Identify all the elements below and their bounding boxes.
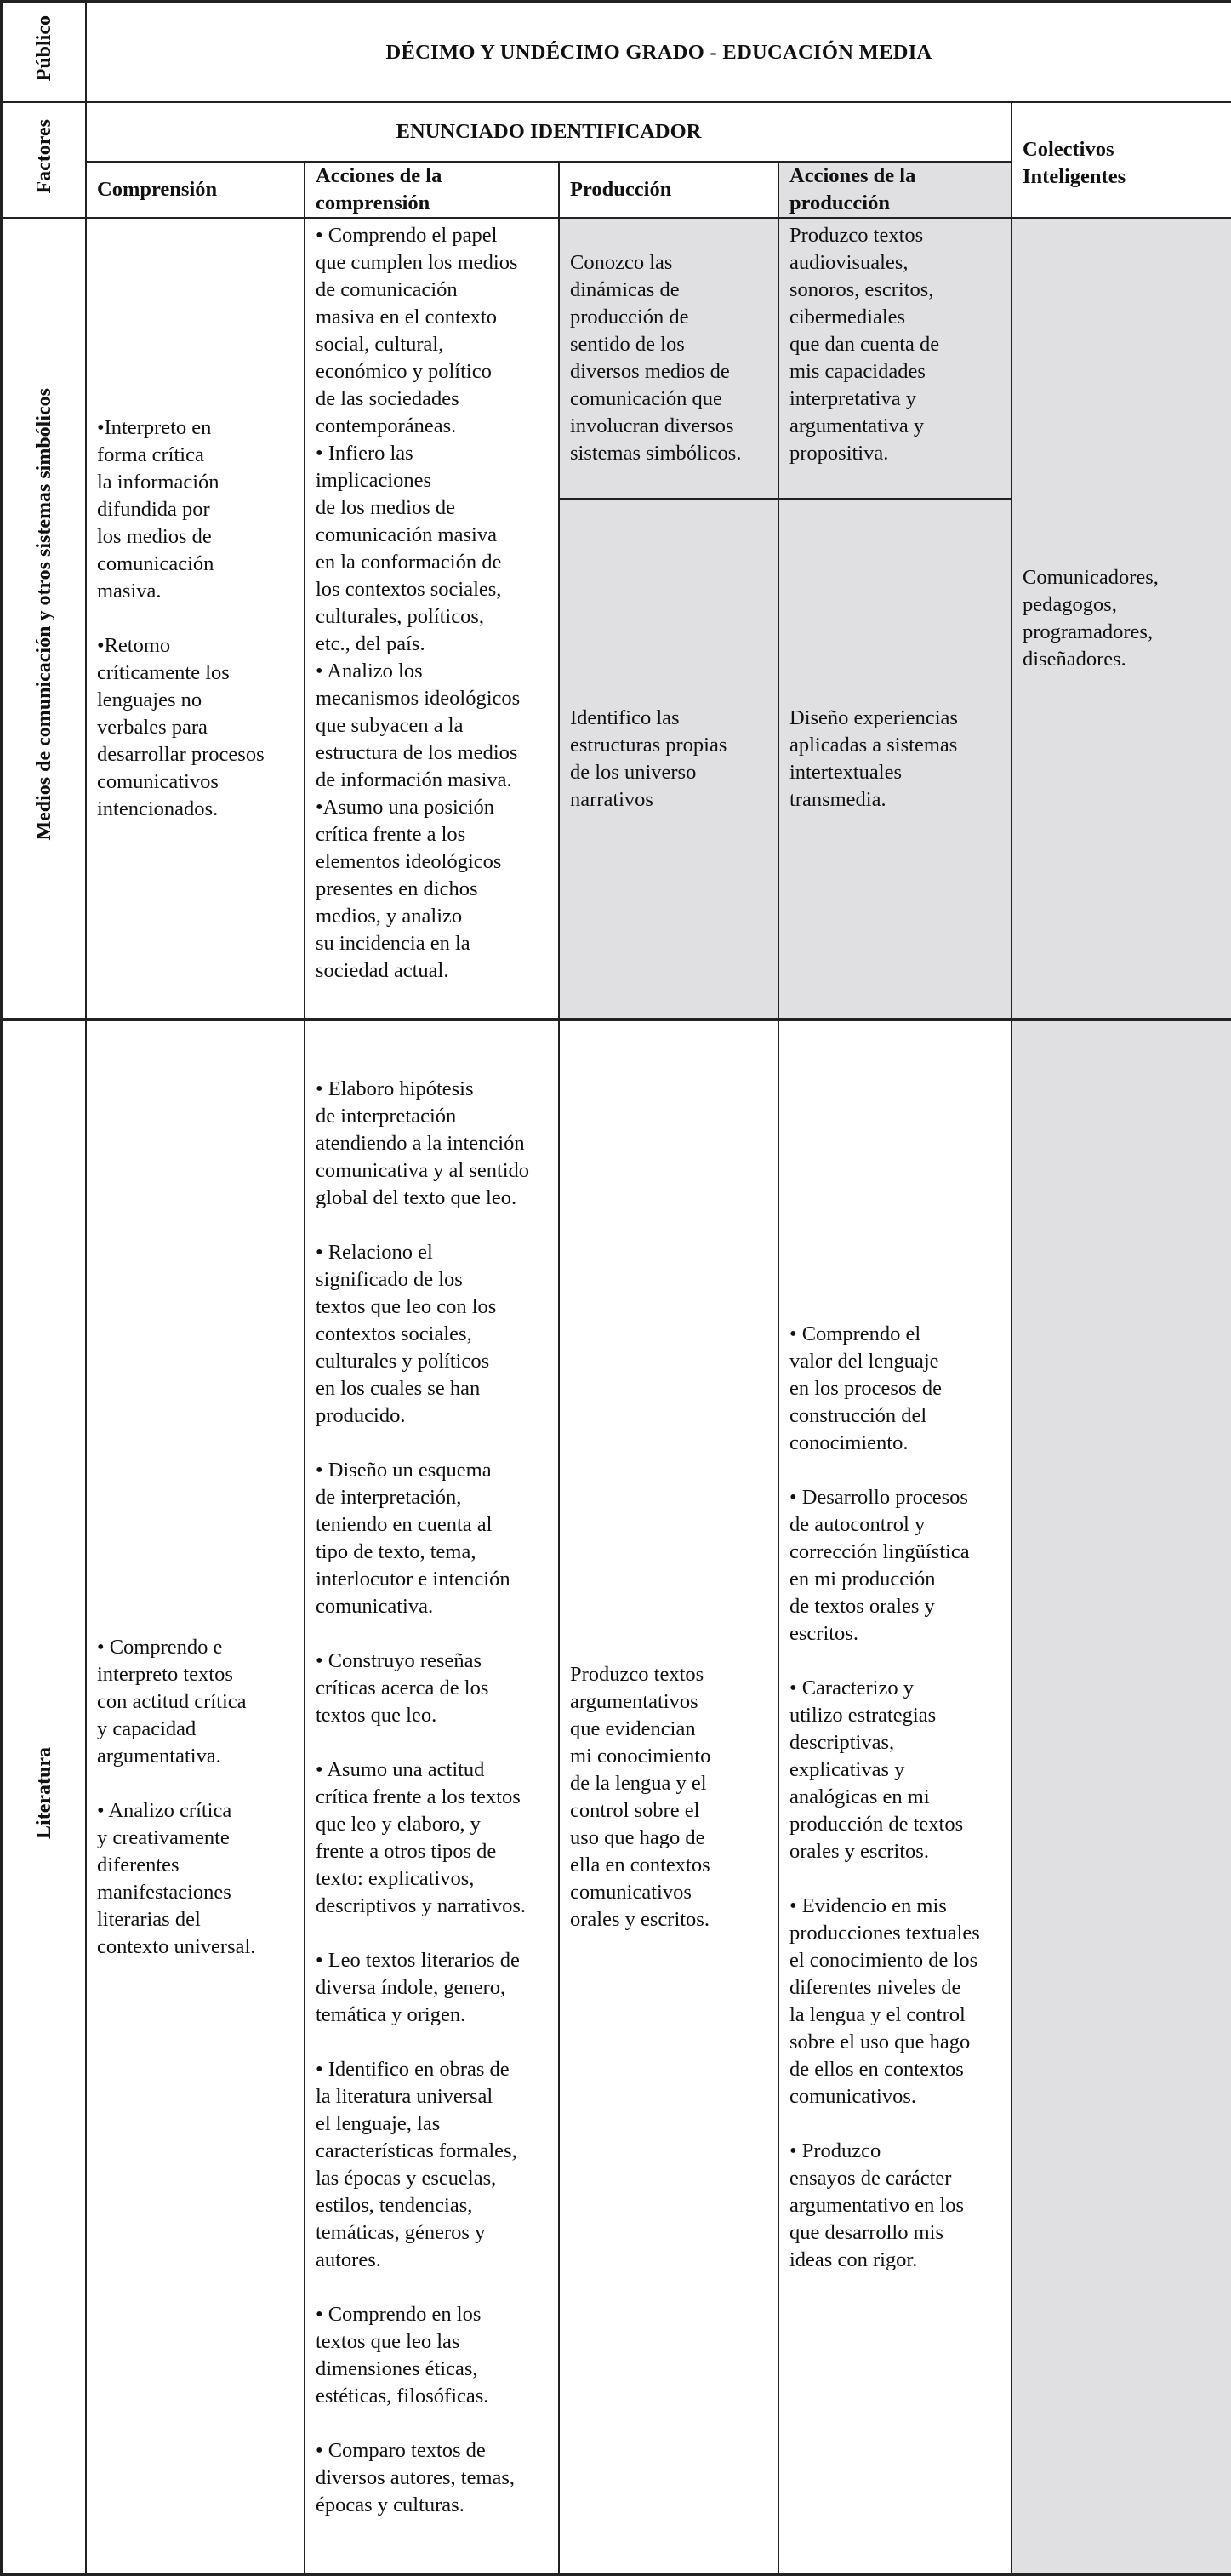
literatura-colectivos [1012, 1020, 1231, 2574]
text-line: ideas con rigor. [789, 2248, 918, 2271]
text-line: cibermediales [789, 306, 906, 328]
medios-produccion-1 [559, 218, 778, 499]
text-line: analógicas en mi [789, 1785, 930, 1808]
text-line: • Caracterizo y [789, 1676, 914, 1699]
text-line: el conocimiento de los [789, 1948, 978, 1972]
text-line: verbales para [97, 715, 208, 739]
text-line: comunicación masiva [316, 523, 497, 546]
text-line: • Comprendo en los [316, 2302, 482, 2326]
text-line: comunicativos. [789, 2084, 917, 2108]
text-line: argumentativa y [789, 414, 925, 437]
text-line: tipo de texto, tema, [316, 1539, 476, 1563]
text-line: orales y escritos. [570, 1907, 710, 1931]
text-line: intencionados. [97, 797, 219, 820]
text-line [316, 2410, 548, 2437]
text-line: el lenguaje, las [316, 2111, 441, 2135]
text-line: de ellos en contextos [789, 2057, 964, 2081]
text-line: texto: explicativos, [316, 1866, 475, 1890]
page-title: DÉCIMO Y UNDÉCIMO GRADO - EDUCACIÓN MEDIA [86, 2, 1231, 102]
text-line: producido. [316, 1403, 406, 1427]
text-line: culturales y políticos [316, 1349, 490, 1373]
text-line: • Infiero las [316, 442, 413, 465]
text-line: manifestaciones [97, 1880, 231, 1904]
text-line: textos que leo con los [316, 1294, 497, 1318]
text-line: • Relaciono el [316, 1240, 433, 1264]
text-line: atendiendo a la intención [316, 1131, 525, 1155]
text-line [316, 2029, 548, 2056]
text-line: comunicativa. [316, 1594, 434, 1618]
text-line [789, 1648, 1000, 1675]
text-line: económico y político [316, 360, 492, 383]
text-line: • Leo textos literarios de [316, 1948, 520, 1972]
text-line: valor del lenguaje [789, 1349, 939, 1373]
text-line: construcción del [789, 1403, 927, 1427]
text-line: estructuras propias [570, 733, 727, 757]
text-line: desarrollar procesos [97, 742, 265, 766]
medios-comprension [86, 218, 305, 1020]
medios-acciones-produccion-1 [778, 218, 1012, 499]
text-line: textos que leo las [316, 2329, 460, 2353]
text-line: significado de los [316, 1267, 463, 1291]
text-line: intertextuales [789, 760, 902, 784]
text-line: de los universo [570, 760, 697, 784]
text-line: • Asumo una actitud [316, 1757, 485, 1781]
factor-medios-label: Medios de comunicación y otros sistemas simbólicos [33, 388, 55, 841]
literatura-produccion [559, 1020, 778, 2574]
text-line: diferentes niveles de [789, 1975, 961, 1999]
text-line: frente a otros tipos de [316, 1839, 497, 1863]
text-line: culturales, políticos, [316, 605, 484, 628]
text-line: comunicativos [97, 769, 219, 793]
text-line: y creativamente [97, 1825, 230, 1849]
text-line: la literatura universal [316, 2084, 493, 2108]
text-line: •Interpreto en [97, 415, 212, 439]
header-line: Acciones de la [316, 164, 442, 187]
text-line: presentes en dichos [316, 877, 478, 900]
text-line: comunicación [97, 551, 214, 575]
text-line: la información [97, 470, 219, 494]
text-line [789, 1457, 1000, 1484]
text-line: interlocutor e intención [316, 1567, 510, 1591]
literatura-acciones-produccion [778, 1020, 1012, 2574]
text-line [316, 1920, 548, 1947]
text-line: literarias del [97, 1907, 201, 1931]
text-line: comunicación que [570, 387, 722, 410]
text-line: producciones textuales [789, 1921, 980, 1945]
text-line: críticamente los [97, 660, 230, 684]
text-line: temática y origen. [316, 2002, 466, 2026]
text-line: contexto universal. [97, 1934, 256, 1958]
text-line: contextos sociales, [316, 1322, 472, 1345]
text-line: global del texto que leo. [316, 1185, 517, 1209]
medios-colectivos [1012, 218, 1231, 1020]
text-line [316, 1729, 548, 1756]
text-line: que cumplen los medios [316, 251, 518, 274]
text-line: estilos, tendencias, [316, 2193, 473, 2217]
text-line: sistemas simbólicos. [570, 442, 742, 465]
text-line: críticas acerca de los [316, 1676, 489, 1699]
text-line: diseñadores. [1023, 647, 1126, 671]
enunciado-identificador: ENUNCIADO IDENTIFICADOR [86, 102, 1012, 162]
text-line: • Produzco [789, 2139, 881, 2162]
text-line [316, 2274, 548, 2301]
text-line: forma crítica [97, 443, 204, 466]
literatura-comprension [86, 1020, 305, 2574]
text-line: de interpretación, [316, 1485, 462, 1509]
text-line: argumentativo en los [789, 2193, 965, 2217]
text-line: producción de [570, 306, 689, 328]
text-line: • Comprendo el [789, 1322, 921, 1345]
text-line: argumentativa. [97, 1744, 221, 1768]
text-line: producción de textos [789, 1812, 964, 1836]
text-line: en la conformación de [316, 551, 502, 574]
text-line: programadores, [1023, 620, 1154, 643]
text-line: Conozco las [570, 251, 673, 274]
text-line: corrección lingüística [789, 1539, 970, 1563]
text-line: • Analizo los [316, 660, 423, 683]
text-line: autores. [316, 2248, 381, 2271]
text-line: descriptivas, [789, 1730, 895, 1754]
text-line: crítica frente a los textos [316, 1785, 521, 1808]
text-line: características formales, [316, 2139, 517, 2162]
text-line [789, 1865, 1000, 1893]
text-line: interpretativa y [789, 387, 916, 410]
text-line: épocas y culturas. [316, 2493, 464, 2516]
text-line: ella en contextos [570, 1853, 710, 1876]
text-line: los contextos sociales, [316, 578, 502, 601]
text-line: lenguajes no [97, 688, 202, 711]
text-line: sonoros, escritos, [789, 278, 934, 301]
text-line: • Comparo textos de [316, 2438, 486, 2462]
text-line: su incidencia en la [316, 932, 470, 955]
text-line: aplicadas a sistemas [789, 733, 958, 757]
text-line: • Diseño un esquema [316, 1458, 492, 1482]
text-line [316, 1212, 548, 1239]
text-line: diversos medios de [570, 360, 730, 383]
text-line: descriptivos y narrativos. [316, 1893, 526, 1917]
acciones-comprension-header [305, 162, 559, 218]
text-line: • Construyo reseñas [316, 1648, 482, 1672]
text-line: que evidencian [570, 1716, 696, 1740]
text-line: de comunicación [316, 278, 458, 301]
text-line: medios, y analizo [316, 905, 463, 928]
factor-literatura-cell [2, 1020, 86, 2574]
text-line: de información masiva. [316, 768, 512, 791]
text-line: explicativas y [789, 1757, 905, 1781]
text-line: masiva. [97, 579, 162, 603]
text-line: textos que leo. [316, 1703, 437, 1727]
text-line: estructura de los medios [316, 741, 518, 764]
text-line: estéticas, filosóficas. [316, 2384, 489, 2408]
text-line: los medios de [97, 524, 212, 548]
colectivos-header-line: Inteligentes [1023, 165, 1126, 188]
text-line: transmedia. [789, 787, 886, 811]
text-line: uso que hago de [570, 1825, 705, 1849]
text-line: que dan cuenta de [789, 333, 940, 356]
text-line: de la lengua y el [570, 1771, 707, 1795]
text-line: argumentativos [570, 1689, 698, 1713]
text-line: crítica frente a los [316, 823, 466, 846]
text-line: dinámicas de [570, 278, 680, 301]
text-line: diversos autores, temas, [316, 2465, 516, 2489]
text-line: masiva en el contexto [316, 306, 497, 328]
text-line: Produzco textos [789, 224, 924, 247]
text-line: propositiva. [789, 442, 889, 465]
text-line [789, 2110, 1000, 2138]
text-line: y capacidad [97, 1716, 197, 1740]
text-line: conocimiento. [789, 1431, 909, 1454]
text-line: que leo y elaboro, y [316, 1812, 481, 1836]
text-line: Produzco textos [570, 1662, 704, 1686]
colectivos-header-line: Colectivos [1023, 138, 1114, 161]
text-line: con actitud crítica [97, 1689, 247, 1713]
text-line: teniendo en cuenta al [316, 1512, 493, 1536]
text-line: •Asumo una posición [316, 796, 495, 819]
text-line: involucran diversos [570, 414, 734, 437]
header-line: Acciones de la [789, 164, 916, 187]
text-line: difundida por [97, 497, 210, 521]
text-line: Comunicadores, [1023, 565, 1159, 589]
text-line: implicaciones [316, 469, 432, 492]
header-line: producción [789, 191, 890, 214]
text-line: de textos orales y [789, 1594, 935, 1618]
text-line: en mi producción [789, 1567, 936, 1591]
text-line: • Comprendo e [97, 1635, 223, 1659]
text-line: utilizo estrategias [789, 1703, 937, 1727]
text-line: mi conocimiento [570, 1744, 711, 1768]
text-line: en los procesos de [789, 1376, 942, 1400]
text-line: que subyacen a la [316, 714, 464, 737]
text-line: sociedad actual. [316, 959, 449, 982]
text-line: en los cuales se han [316, 1376, 481, 1400]
text-line: •Retomo [97, 633, 171, 657]
text-line: de los medios de [316, 496, 455, 519]
factor-literatura-label: Literatura [33, 1747, 55, 1839]
text-line [316, 1620, 548, 1648]
text-line: orales y escritos. [789, 1839, 929, 1863]
header-line: comprensión [316, 191, 430, 214]
text-line: contemporáneas. [316, 414, 457, 437]
text-line: • Evidencio en mis [789, 1893, 947, 1917]
text-line: control sobre el [570, 1798, 700, 1822]
medios-produccion-2 [559, 499, 778, 1020]
medios-acciones-comprension [305, 218, 559, 1020]
text-line: • Elaboro hipótesis [316, 1077, 474, 1100]
text-line: sobre el uso que hago [789, 2030, 971, 2053]
text-line: que desarrollo mis [789, 2220, 943, 2244]
text-line: de las sociedades [316, 387, 459, 410]
text-line: escritos. [789, 1621, 858, 1645]
text-line: dimensiones éticas, [316, 2356, 478, 2380]
text-line [316, 1430, 548, 1457]
produccion-header: Producción [559, 162, 778, 218]
text-line [97, 605, 294, 632]
text-line: mecanismos ideológicos [316, 687, 521, 710]
colectivos-header [1012, 102, 1231, 218]
text-line: comunicativa y al sentido [316, 1158, 530, 1182]
text-line: temáticas, géneros y [316, 2220, 486, 2244]
text-line: narrativos [570, 787, 653, 811]
medios-acciones-produccion-2 [778, 499, 1012, 1020]
literatura-acciones-comprension [305, 1020, 559, 2574]
text-line: • Identifico en obras de [316, 2057, 510, 2081]
text-line: interpreto textos [97, 1662, 233, 1686]
text-line: pedagogos, [1023, 592, 1117, 616]
text-line: • Desarrollo procesos [789, 1485, 968, 1509]
text-line: de interpretación [316, 1104, 457, 1128]
text-line: mis capacidades [789, 360, 926, 383]
comprension-header: Comprensión [86, 162, 305, 218]
text-line: ensayos de carácter [789, 2166, 952, 2190]
text-line: audiovisuales, [789, 251, 909, 274]
text-line: diferentes [97, 1853, 180, 1876]
text-line: • Analizo crítica [97, 1798, 232, 1822]
text-line: las épocas y escuelas, [316, 2166, 497, 2190]
text-line: • Comprendo el papel [316, 224, 498, 247]
text-line [97, 1770, 294, 1797]
text-line: elementos ideológicos [316, 850, 502, 873]
publico-label-cell [2, 2, 86, 102]
acciones-produccion-header [778, 162, 1012, 218]
factor-medios-cell [2, 218, 86, 1020]
text-line: Diseño experiencias [789, 705, 958, 729]
text-line: de autocontrol y [789, 1512, 926, 1536]
text-line: diversa índole, genero, [316, 1975, 506, 1999]
text-line: sentido de los [570, 333, 685, 356]
factores-label-cell [2, 102, 86, 218]
text-line: la lengua y el control [789, 2002, 966, 2026]
text-line: social, cultural, [316, 333, 444, 356]
text-line: comunicativos [570, 1880, 692, 1904]
text-line: etc., del país. [316, 632, 425, 655]
publico-label: Público [33, 15, 55, 82]
text-line: Identifico las [570, 705, 680, 729]
factores-label: Factores [33, 118, 55, 194]
